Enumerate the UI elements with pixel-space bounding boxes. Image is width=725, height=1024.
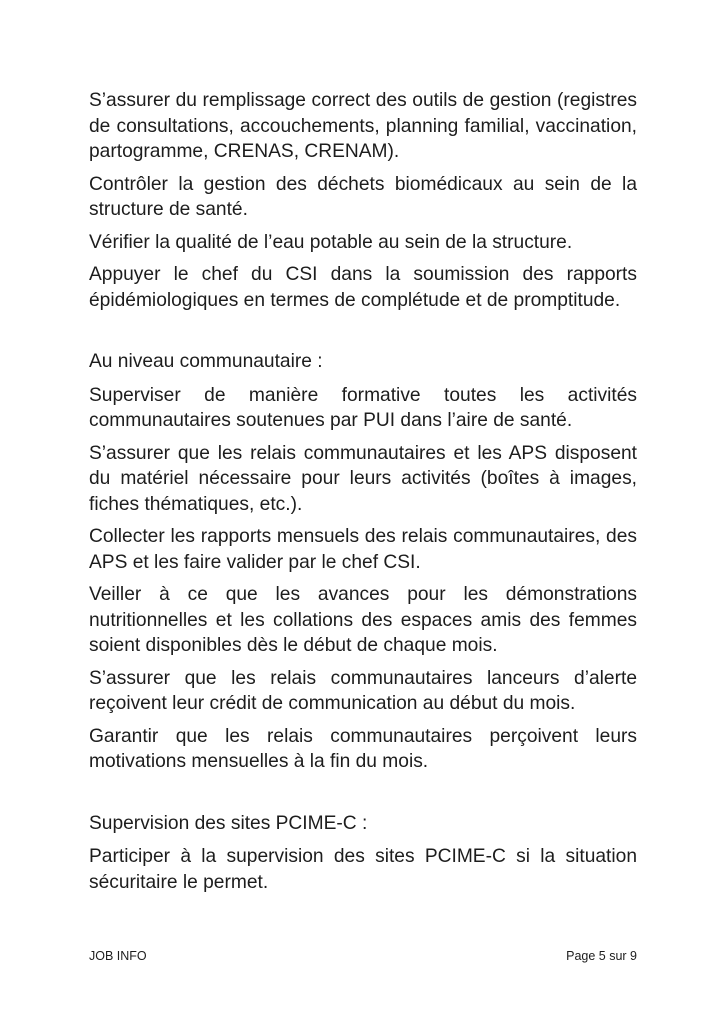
paragraph: Garantir que les relais communautaires perçoivent leurs motivations mensuelles à la fin du mois.	[89, 725, 637, 772]
paragraph: S’assurer que les relais communautaires lanceurs d’alerte reçoivent leur crédit de communication au début du mois.	[89, 667, 637, 714]
section-heading-pcime-c: Supervision des sites PCIME-C :	[89, 812, 368, 834]
document-body	[89, 88, 637, 902]
paragraph: Vérifier la qualité de l’eau potable au sein de la structure.	[89, 231, 573, 253]
paragraph: Appuyer le chef du CSI dans la soumission des rapports épidémiologiques en termes de complétude et de promptitude.	[89, 264, 637, 311]
footer-document-title: JOB INFO	[89, 949, 147, 963]
page-footer	[89, 948, 637, 964]
paragraph: Collecter les rapports mensuels des relais communautaires, des APS et les faire valider par le chef CSI.	[89, 526, 637, 573]
paragraph: S’assurer que les relais communautaires et les APS disposent du matériel nécessaire pour leurs activités (boîtes à images, fiches thématiques, etc.).	[89, 442, 637, 515]
section-heading-communautaire: Au niveau communautaire :	[89, 351, 323, 372]
paragraph: Participer à la supervision des sites PCIME-C si la situation sécuritaire le permet.	[89, 846, 637, 893]
paragraph: Veiller à ce que les avances pour les démonstrations nutritionnelles et les collations des espaces amis des femmes soient disponibles dès le début de chaque mois.	[89, 584, 637, 656]
paragraph: Contrôler la gestion des déchets biomédicaux au sein de la structure de santé.	[89, 173, 637, 220]
paragraph: Superviser de manière formative toutes les activités communautaires soutenues par PUI dans l’aire de santé.	[89, 384, 637, 431]
paragraph: S’assurer du remplissage correct des outils de gestion (registres de consultations, accouchements, planning familial, vaccination, partogramme, CRENAS, CRENAM).	[89, 90, 637, 162]
footer-page-number: Page 5 sur 9	[566, 949, 637, 963]
